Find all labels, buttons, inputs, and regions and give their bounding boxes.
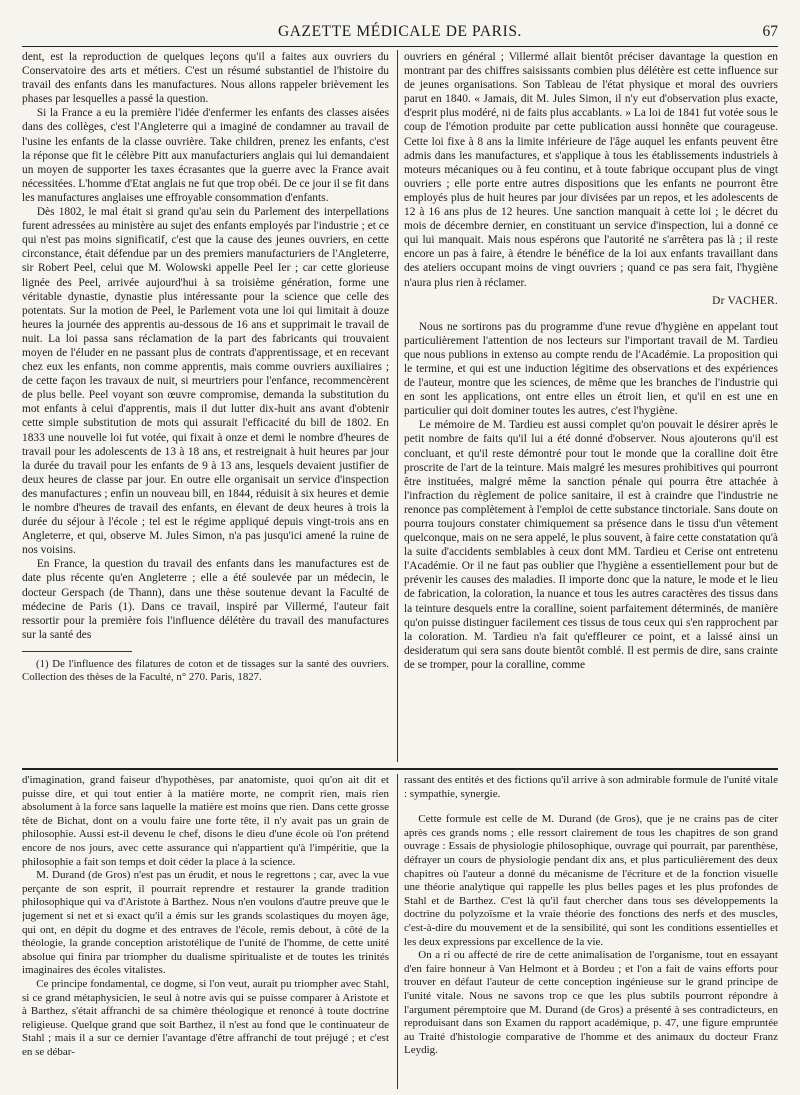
paragraph: En France, la question du travail des enfants dans les manufactures est de date plus récente qu'en Angleterre ; elle a été soulevée par un médecin, le docteur Gerspach (de Thann), dans une thèse soutenue devant la Faculté de médecine de Paris (1). Dans ce travail, inspiré par Villermé, l'auteur fait ressortir pour la première fois l'influence délétère du travail des manufactures sur la santé des	[22, 558, 389, 641]
paragraph: Le mémoire de M. Tardieu est aussi complet qu'on pouvait le désirer après le petit nombre de faits qu'il lui a été donné d'observer. Nous ajouterons qu'il est concluant, et qu'il reste démontré pour tout le monde que la coralline doit être proscrite de l'art de la teinture. Mais malgré les mesures prohibitives qui pourront être instituées, malgré même la sanction pénale qui pourra être attachée à l'infraction du règlement de police sanitaire, il est à craindre que l'industrie ne renonce pas complètement à l'emploi de cette substance tinctoriale. Sans doute on pourra toujours constater chimiquement sa présence dans le tissu d'un vêtement quelconque, mais on ne sera appelé, le plus souvent, à faire cette constatation qu'à la suite d'accidents semblables à ceux dont MM. Tardieu et Cerise ont entretenu l'Académie. Or il ne faut pas oublier que l'hygiène a essentiellement pour but de prévenir les causes des maladies. Il importe donc que la nature, le mode et le lieu de fabrication, la coloration, la nuance et tous les autres caractères des tissus dans la teinture desquels entre la coralline, soient parfaitement déterminés, de manière qu'on puisse distinguer facilement ces tissus de tous ceux qui s'en rapprochent par la coloration. M. Tardieu n'a fait qu'effleurer ce point, et a laissé ainsi un desideratum qui sera sans doute bientôt comblé. Il est permis de dire, sans crainte de se tromper, pour la coralline, comme	[404, 419, 778, 671]
page-number: 67	[762, 23, 778, 40]
footnote-rule	[22, 651, 132, 652]
upper-left-column	[22, 50, 389, 755]
paragraph: Ce principe fondamental, ce dogme, si l'on veut, aurait pu triompher avec Stahl, si ce grand métaphysicien, le seul à notre avis qui se puisse comparer à Aristote et à Barthez, s'était affranchi de sa chimère théologique et renoncé à toute doctrine religieuse. Quelque grand que soit Barthez, il n'est au fond que le continuateur de Stahl ; mais il a sur ce dernier l'avantage d'être affranchi de tout préjugé ; et c'est en se débar-	[22, 977, 389, 1058]
paragraph: dent, est la reproduction de quelques leçons qu'il a faites aux ouvriers du Conservatoire des arts et métiers. C'est un résumé substantiel de l'histoire du travail des enfants dans les manufactures. Nous allons rappeler brièvement les phases par lesquelles a passé la question.	[22, 51, 389, 106]
paragraph: On a ri ou affecté de rire de cette animalisation de l'organisme, tout en essayant d'en faire honneur à Van Helmont et à Bordeu ; et l'on a fait de vains efforts pour trouver en défaut l'auteur de cette conception ingénieuse sur le grand principe de l'unité vitale. Nous ne savons trop ce que les plus subtils pourront répondre à l'argument péremptoire que M. Durand (de Gros) a présenté à ses contradicteurs, en reproduisant dans son Examen du rapport académique, p. 47, une figure empruntée au Traité d'histologie comparative de l'homme et des animaux du docteur Franz Leydig.	[404, 949, 778, 1057]
column-divider-lower	[397, 774, 398, 1089]
paragraph: Nous ne sortirons pas du programme d'une revue d'hygiène en appelant tout particulièrement l'attention de nos lecteurs sur l'important travail de M. Tardieu que nous publions in extenso au compte rendu de l'Académie. La proposition qui le termine, et qui est une induction légitime des observations et des expériences de l'auteur, montre que les sciences, de même que les branches de l'industrie qui en sont les applications, ont entre elles un étroit lien, et qu'il en est une en particulier qui doit dominer toutes les autres, c'est l'hygiène.	[404, 320, 778, 418]
paragraph: ouvriers en général ; Villermé allait bientôt préciser davantage la question en montrant par des chiffres saisissants combien plus délétère est cette influence sur de jeunes organisations. Son Tableau de l'état physique et moral des ouvriers parut en 1840. « Jamais, dit M. Jules Simon, il n'y eut d'observation plus exacte, d'esprit plus modéré, ni de faits plus accablants. » La loi de 1841 fut votée sous le coup de l'émotion produite par cette publication aussi honnête que courageuse. Cette loi fixe à 8 ans la limite inférieure de l'âge auquel les enfants peuvent être admis dans les manufactures, et s'applique à tous les établissements industriels à moteurs mécaniques ou à feu continu, et à toute fabrique occupant plus de vingt ouvriers ; elle porte entre autres dispositions que les enfants ne pourront être employés plus de huit heures par jour divisées par un repos, et les adolescents de 12 à 16 ans plus de 12 heures. Une sanction manquait à cette loi ; le décret du mois de décembre dernier, en constituant un service d'inspection, lui a donné ce qui lui manquait. Mais nous espérons que l'autorité ne s'arrêtera pas là ; il reste encore un pas à faire, à étendre le bénéfice de la loi aux enfants travaillant dans des ateliers occupant moins de vingt ouvriers ; quand ce pas sera fait, l'hygiène n'aura plus rien à réclamer.	[404, 51, 778, 289]
column-divider-upper	[397, 50, 398, 762]
paragraph: Dès 1802, le mal était si grand qu'au sein du Parlement des interpellations furent adressées au ministère au sujet des enfants employés par l'industrie ; et ce qui n'est pas moins significatif, c'est que la cause des jeunes ouvriers, en cette circonstance, était défendue par un des premiers manufacturiers de l'Angleterre, sir Robert Peel, celui que M. Wolowski appelle Peel Ier ; car cette glorieuse lignée des Peel, arrivée aujourd'hui à sa troisième génération, forme une véritable dynastie, dynastie plus intéressante pour la science que celle des potentats. Sur la motion de Peel, le Parlement vota une loi qui limitait à douze heures la journée des apprentis au-dessous de 16 ans et supprimait le travail de nuit. La loi passa sans réclamation de la part des fabricants qui trouvaient moyen de l'éluder en ne passant plus de contrats d'apprentissage, et en recevant chez eux les enfants, non comme apprentis, mais comme ouvriers auxiliaires ; de cette façon les travaux de nuit, si meurtriers pour l'enfance, recommencèrent de plus belle. Peel voyant son œuvre compromise, demanda la substitution du mot enfants à celui d'apprentis, mais il dut lutter dix-huit ans avant d'obtenir cette simple substitution de mots qui assurait l'efficacité du bill de 1802. En 1833 une nouvelle loi fut votée, qui fixait à onze et demi le nombre d'heures de travail pour les adolescents de 13 à 18 ans, et restreignait à huit heures par jour la durée du travail pour les enfants de 9 à 13 ans, lesquels devaient justifier de deux heures de classe par jour. En outre elle organisait un service d'inspection des manufactures ; enfin un nouveau bill, en 1844, réduisit à six heures et demie le nombre d'heures de travail des enfants, en élevant de deux heures à trois la durée du séjour à l'école ; tel est le régime appliqué depuis vingt-trois ans en Angleterre, et qui, observe M. Jules Simon, n'a pas jusqu'ici amené la ruine de nos voisins.	[22, 206, 389, 557]
upper-right-column	[404, 50, 778, 762]
paragraph: d'imagination, grand faiseur d'hypothèses, par anatomiste, quoi qu'on ait dit et puisse dire, et qui tout entier à la matière morte, ne comprit rien, mais rien absolument à la force sans laquelle la matière est moins que rien. Dans cette grosse tête de Bichat, dont on a voulu faire une forte tête, il n'y avait pas un grain de philosophie. Aussi est-il devenu le chef, disons le dieu d'une école où l'on prétend encore de nos jours, avec cette assurance qui n'appartient qu'à l'impéritie, que la philosophie a fait son temps et doit céder la place à la science.	[22, 774, 389, 868]
journal-title: GAZETTE MÉDICALE DE PARIS.	[277, 23, 523, 40]
paragraph: rassant des entités et des fictions qu'il arrive à son admirable formule de l'unité vitale : sympathie, synergie.	[404, 774, 778, 800]
footnote: (1) De l'influence des filatures de coton et de tissages sur la santé des ouvriers. Collection des thèses de la Faculté, n° 270. Paris, 1827.	[22, 657, 389, 683]
author-signature: Dr VACHER.	[712, 294, 778, 307]
section-gap	[404, 801, 778, 813]
lower-right-column	[404, 774, 778, 1089]
section-divider	[22, 768, 778, 770]
lower-left-column	[22, 774, 389, 1089]
paragraph: M. Durand (de Gros) n'est pas un érudit, et nous le regrettons ; car, avec la vue perçante de son esprit, il pourrait reprendre et restaurer la grande tradition philosophique qui va d'Aristote à Barthez. Nous n'en voulons d'autre preuve que le jugement si net et si exact qu'il a émis sur les grands scolastiques du moyen âge, qui ont, en dépit du dogme et des entraves de l'école, remis debout, à côté de la théologie, la grande conception aristotélique de l'unité de l'homme, de cette unité absolue qui finira par triompher du dualisme spiritualiste et de toutes les trinités imaginaires des écoles vitalistes.	[22, 869, 389, 977]
running-head	[22, 12, 778, 47]
paragraph: Si la France a eu la première l'idée d'enfermer les enfants des classes aisées dans des collèges, c'est l'Angleterre qui a imaginé de condamner au travail de l'usine les enfants de la classe ouvrière. Take children, prenez les enfants, c'est la réponse que fit le célèbre Pitt aux manufacturiers anglais qui lui demandaient un moyen de supporter les taxes écrasantes que la guerre avec la France avait nécessitées. L'homme d'Etat anglais ne fut que trop obéi. De ce jour il se fit dans les manufactures anglaises une effroyable consommation d'enfants.	[22, 107, 389, 204]
section-gap	[404, 308, 778, 320]
paragraph: Cette formule est celle de M. Durand (de Gros), que je ne crains pas de citer après ces grands noms ; elle ressort clairement de tous les chapitres de son grand ouvrage : Essais de physiologie philosophique, ouvrage qui pourrait, par parenthèse, défrayer un cours de physiologie pendant dix ans, et plus particulièrement des deux chapitres où l'auteur a donné du mécanisme de l'écriture et de la fonction visuelle une théorie analytique qui rappelle les plus belles pages et les plus profondes de Stahl et de Barthez. C'est là qu'il faut chercher dans tous ses développements la doctrine du polyzoïsme et la vraie théorie des fonctions des nerfs et des muscles, c'est-à-dire du mouvement et de la sensibilité, qui sont les conditions essentielles et les deux expressions par excellence de la vie.	[404, 813, 778, 948]
